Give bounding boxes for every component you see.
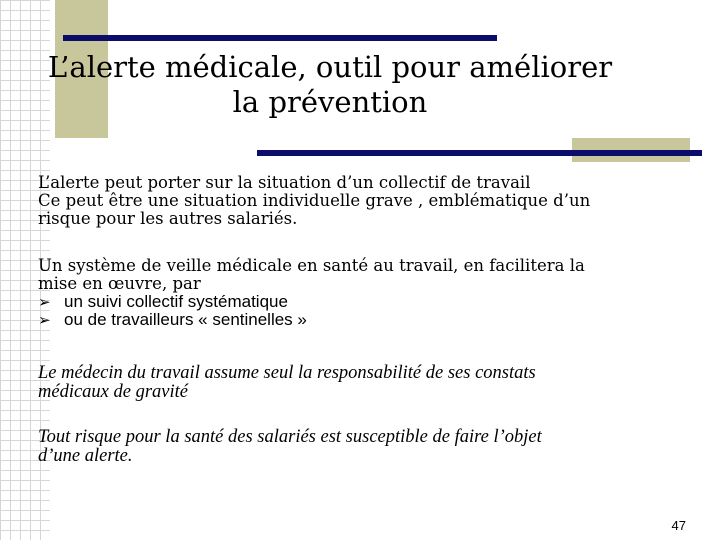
paragraph-doctor-responsibility	[38, 364, 678, 402]
slide-title	[25, 50, 635, 120]
paragraph-1-line-3: risque pour les autres salariés.	[38, 209, 298, 228]
paragraph-4-line-1: Tout risque pour la santé des salariés est susceptible de faire l’objet	[38, 427, 542, 447]
paragraph-monitoring-system	[38, 257, 678, 329]
paragraph-3-line-1: Le médecin du travail assume seul la responsabilité de ses constats	[38, 363, 536, 383]
paragraph-collective-alert	[38, 174, 678, 228]
paragraph-4-line-2: d’une alerte.	[38, 446, 133, 466]
bullet-text-2: ou de travailleurs « sentinelles »	[64, 310, 307, 329]
paragraph-risk-alert	[38, 428, 678, 466]
paragraph-2-line-1: Un système de veille médicale en santé au travail, en facilitera la	[38, 256, 585, 275]
bullet-item	[38, 293, 678, 311]
paragraph-2-line-2: mise en œuvre, par	[38, 274, 201, 293]
accent-bar-top	[63, 35, 497, 41]
bullet-item	[38, 311, 678, 329]
title-line-2: la prévention	[232, 85, 428, 119]
accent-bar-right	[257, 150, 702, 156]
page-number: 47	[671, 518, 686, 533]
paragraph-1-line-1: L’alerte peut porter sur la situation d’un collectif de travail	[38, 173, 531, 192]
arrow-bullet-icon: ➢	[38, 311, 51, 329]
paragraph-1-line-2: Ce peut être une situation individuelle grave , emblématique d’un	[38, 191, 591, 210]
bullet-text-1: un suivi collectif systématique	[64, 292, 288, 311]
arrow-bullet-icon: ➢	[38, 293, 51, 311]
paragraph-3-line-2: médicaux de gravité	[38, 382, 188, 402]
title-line-1: L’alerte médicale, outil pour améliorer	[47, 50, 613, 84]
